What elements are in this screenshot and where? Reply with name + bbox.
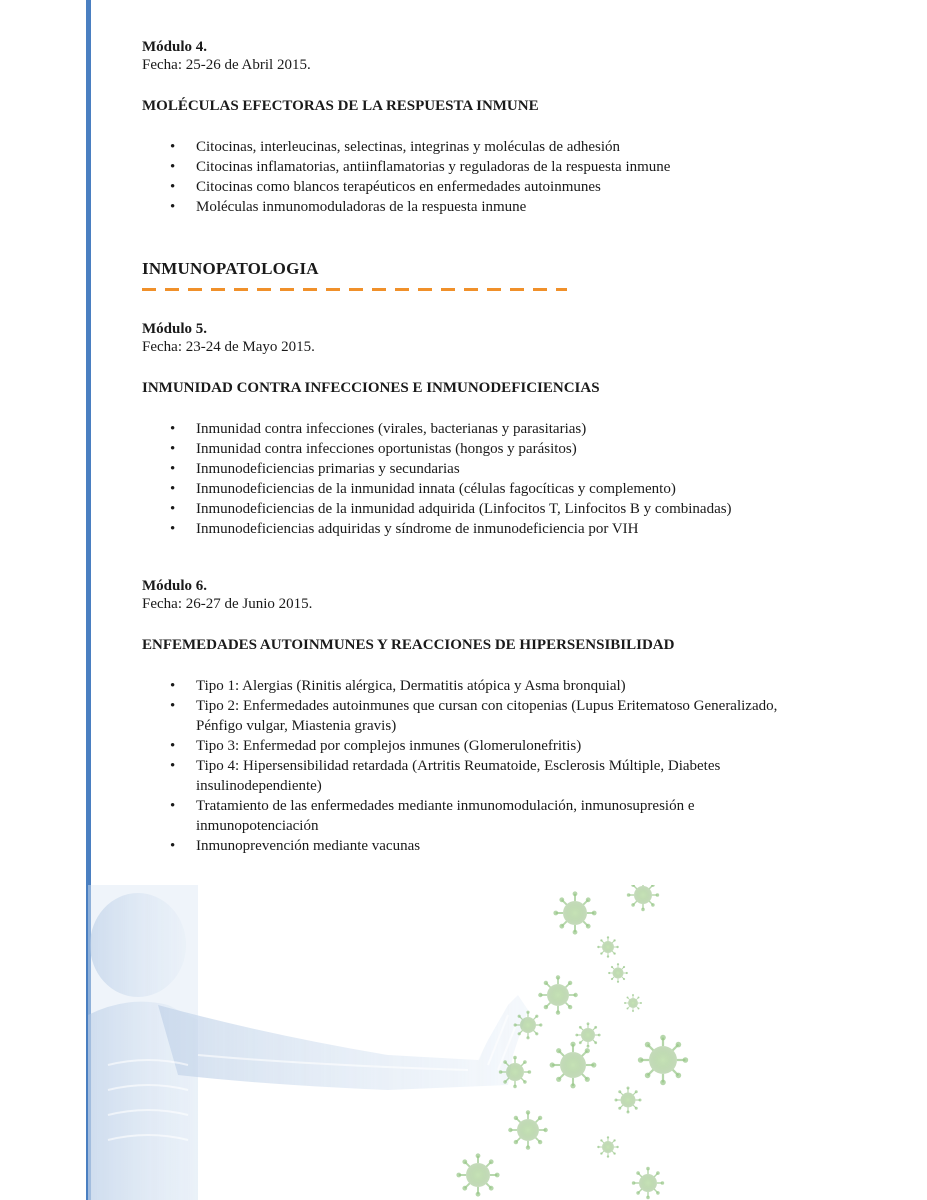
virus-icon (456, 885, 688, 1199)
module-title: Módulo 5. (142, 321, 208, 337)
list-item: • Inmunodeficiencias de la inmunidad adquirida (Linfocitos T, Linfocitos B y combinadas) (196, 499, 842, 519)
module-topic-list (142, 137, 842, 217)
section-title: INMUNOPATOLOGIA (142, 259, 319, 278)
human-figure-illustration (88, 885, 528, 1200)
section-header (142, 259, 842, 291)
list-item: • Inmunodeficiencias adquiridas y síndrome de inmunodeficiencia por VIH (196, 519, 842, 539)
module-4 (142, 38, 842, 217)
module-topic-list (142, 419, 842, 539)
list-item: • Tipo 1: Alergias (Rinitis alérgica, Dermatitis atópica y Asma bronquial) (196, 676, 796, 696)
left-accent-bar (86, 0, 91, 1200)
list-item: • Inmunoprevención mediante vacunas (196, 836, 796, 856)
module-5 (142, 320, 842, 539)
list-item: • Inmunidad contra infecciones (virales, bacterianas y parasitarias) (196, 419, 842, 439)
list-item: • Citocinas, interleucinas, selectinas, integrinas y moléculas de adhesión (196, 137, 842, 157)
module-title: Módulo 6. (142, 578, 208, 594)
list-item: • Inmunidad contra infecciones oportunistas (hongos y parásitos) (196, 439, 842, 459)
module-date: Fecha: 23-24 de Mayo 2015. (142, 339, 315, 355)
list-item: • Tipo 3: Enfermedad por complejos inmunes (Glomerulonefritis) (196, 736, 796, 756)
module-date: Fecha: 26-27 de Junio 2015. (142, 596, 313, 612)
background-illustration (88, 885, 927, 1200)
module-title: Módulo 4. (142, 39, 208, 55)
module-heading: ENFEMEDADES AUTOINMUNES Y REACCIONES DE HIPERSENSIBILIDAD (142, 637, 675, 653)
section-dash-divider (142, 288, 567, 291)
list-item: • Citocinas como blancos terapéuticos en enfermedades autoinmunes (196, 177, 842, 197)
module-topic-list (142, 676, 796, 856)
document-content (142, 38, 842, 856)
list-item: • Tratamiento de las enfermedades mediante inmunomodulación, inmunosupresión e inmunopotenciación (196, 796, 796, 836)
list-item: • Tipo 2: Enfermedades autoinmunes que cursan con citopenias (Lupus Eritematoso Generalizado, Pénfigo vulgar, Miastenia gravis) (196, 696, 796, 736)
module-date: Fecha: 25-26 de Abril 2015. (142, 57, 311, 73)
list-item: • Inmunodeficiencias de la inmunidad innata (células fagocíticas y complemento) (196, 479, 842, 499)
list-item: • Moléculas inmunomoduladoras de la respuesta inmune (196, 197, 842, 217)
module-6 (142, 577, 842, 856)
module-heading: MOLÉCULAS EFECTORAS DE LA RESPUESTA INMUNE (142, 98, 539, 114)
list-item: • Tipo 4: Hipersensibilidad retardada (Artritis Reumatoide, Esclerosis Múltiple, Diabetes insulinodependiente) (196, 756, 796, 796)
module-heading: INMUNIDAD CONTRA INFECCIONES E INMUNODEFICIENCIAS (142, 380, 600, 396)
list-item: • Inmunodeficiencias primarias y secundarias (196, 459, 842, 479)
list-item: • Citocinas inflamatorias, antiinflamatorias y reguladoras de la respuesta inmune (196, 157, 842, 177)
